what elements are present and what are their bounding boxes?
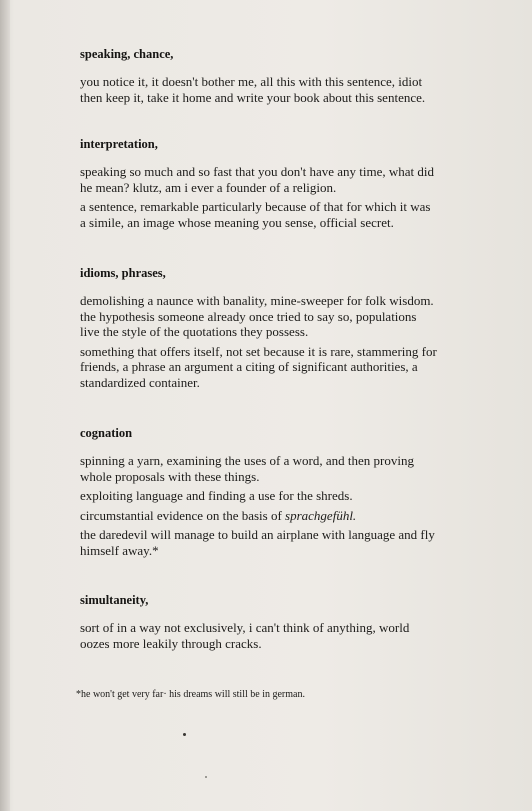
section-simultaneity	[80, 592, 438, 651]
section-speaking-chance	[80, 46, 438, 105]
paragraph: sort of in a way not exclusively, i can't think of anything, world oozes more leakily through cracks.	[80, 620, 410, 651]
paragraph: demolishing a naunce with banality, mine-sweeper for folk wisdom. the hypothesis someone already once tried to say so, populations live the style of the quotations they possess.	[80, 293, 434, 339]
section-idioms-phrases	[80, 265, 438, 390]
section-heading: speaking, chance,	[80, 47, 174, 61]
section-heading: cognation	[80, 426, 133, 440]
section-heading: simultaneity,	[80, 593, 149, 607]
paragraph: the daredevil will manage to build an airplane with language and fly himself away.*	[80, 527, 435, 558]
paragraph: something that offers itself, not set because it is rare, stammering for friends, a phrase an argument a citing of significant authorities, a standardized container.	[80, 343, 437, 390]
section-heading: interpretation,	[80, 137, 158, 151]
italic-word: sprachgefühl.	[285, 507, 357, 523]
section-heading: idioms, phrases,	[80, 266, 166, 280]
paragraph-text: circumstantial evidence on the basis of	[80, 507, 286, 523]
paragraph: exploiting language and finding a use for the shreds.	[80, 488, 353, 503]
page-spine-shadow	[0, 0, 10, 811]
section-cognation	[80, 425, 438, 558]
ink-speck	[183, 733, 186, 736]
paragraph-with-italic	[80, 508, 438, 524]
footnote: *he won't get very far· his dreams will still be in german.	[76, 689, 305, 700]
paragraph: spinning a yarn, examining the uses of a word, and then proving whole proposals with these things.	[80, 453, 414, 484]
paragraph: you notice it, it doesn't bother me, all this with this sentence, idiot then keep it, take it home and write your book about this sentence.	[80, 74, 426, 105]
page-content	[80, 46, 438, 655]
ink-speck	[205, 776, 207, 778]
paragraph: a sentence, remarkable particularly because of that for which it was a simile, an image whose meaning you sense, official secret.	[80, 199, 431, 230]
paragraph: speaking so much and so fast that you don't have any time, what did he mean? klutz, am i ever a founder of a religion.	[80, 164, 434, 195]
section-interpretation	[80, 136, 438, 230]
